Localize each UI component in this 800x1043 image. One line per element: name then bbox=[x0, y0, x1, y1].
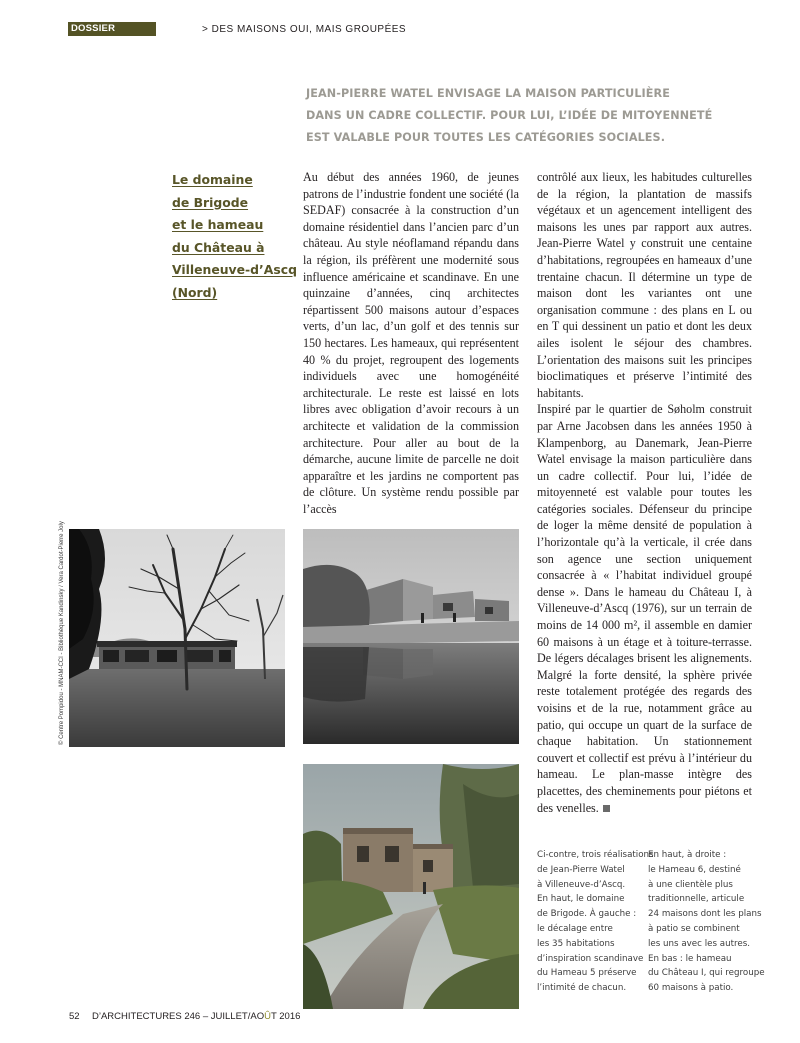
article-text: Inspiré par le quartier de Søholm construit par Arne Jacobsen dans les années 1950 à Klampenborg, au Danemark, Jean-Pierre Watel envisage la maison particulière dans un cadre collectif. Pour lui, l’idée de mitoyenneté est valable pour toutes les catégories sociales. Défenseur du principe de loger la même densité de population à l’horizontale qu’à la verticale, il crée dans son agence une section uniquement consacrée à « l’habitat individuel groupé dense ». Dans le hameau du Château I, à Villeneuve-d’Ascq (1976), sur un terrain de moins de 14 000 m², il assemble en damier 60 maisons à un étage et à toiture-terrasse. De légers décalages brisent les alignements. Malgré la forte densité, la sphère privée reste totalement protégée des regards des voisins et de la rue, notamment grâce au patio, qui occupe un quart de la surface de chaque habitation. Un stationnement couvert et collectif est prévu à l’intérieur du hameau. Le plan-masse intègre des placettes, des cheminements pour piétons et des venelles. bbox=[537, 402, 752, 815]
publication-accent: Û bbox=[264, 1011, 271, 1022]
sidebar-title-line: et le hameau bbox=[172, 217, 264, 232]
sidebar-title bbox=[172, 169, 297, 304]
caption-line: 24 maisons dont les plans bbox=[648, 909, 762, 920]
running-header: > DES MAISONS OUI, MAIS GROUPÉES bbox=[202, 24, 407, 35]
caption-line: En haut, à droite : bbox=[648, 850, 727, 860]
caption-line: Ci-contre, trois réalisations bbox=[537, 850, 654, 860]
sidebar-title-line: (Nord) bbox=[172, 284, 218, 300]
photo-hameau-6 bbox=[303, 529, 519, 744]
caption-line: du Château I, qui regroupe bbox=[648, 968, 765, 979]
publication-suffix: T 2016 bbox=[270, 1011, 301, 1022]
caption-line: le décalage entre bbox=[537, 923, 613, 934]
caption-line: les 35 habitations bbox=[537, 938, 615, 949]
article-column-2 bbox=[537, 169, 752, 815]
photo-credit: © Centre Pompidou - MNAM-CCI - Bibliothèque Kandinsky / Vera Cardot-Pierre Joly bbox=[59, 521, 65, 745]
caption-line: à une clientèle plus bbox=[648, 879, 733, 890]
caption-line: à Villeneuve-d’Ascq. bbox=[537, 879, 626, 890]
standfirst bbox=[306, 83, 726, 149]
caption-line: du Hameau 5 préserve bbox=[537, 968, 637, 979]
caption-line: traditionnelle, articule bbox=[648, 894, 745, 905]
caption-line: le Hameau 6, destiné bbox=[648, 864, 741, 875]
sidebar-title-line: du Château à bbox=[172, 239, 265, 255]
standfirst-line: DANS UN CADRE COLLECTIF. POUR LUI, L’IDÉE DE MITOYENNETÉ bbox=[306, 109, 713, 122]
sidebar-title-line: de Brigode bbox=[172, 194, 249, 210]
caption-line: En bas : le hameau bbox=[648, 953, 732, 964]
publication-prefix: D’ARCHITECTURES 246 – JUILLET/AO bbox=[92, 1011, 265, 1022]
article-paragraph bbox=[537, 401, 752, 816]
article-column-1 bbox=[303, 169, 519, 515]
publication-info bbox=[92, 1011, 300, 1023]
photo-caption-right bbox=[648, 848, 765, 996]
caption-line: En haut, le domaine bbox=[537, 894, 625, 905]
section-tag: DOSSIER bbox=[68, 22, 156, 36]
photo-chateau-1 bbox=[303, 764, 519, 1009]
sidebar-title-line: Le domaine bbox=[172, 172, 253, 187]
sidebar-title-line: Villeneuve-d’Ascq bbox=[172, 262, 297, 277]
standfirst-line: EST VALABLE POUR TOUTES LES CATÉGORIES SOCIALES. bbox=[306, 131, 666, 144]
standfirst-line: JEAN-PIERRE WATEL ENVISAGE LA MAISON PARTICULIÈRE bbox=[306, 87, 671, 100]
page-number: 52 bbox=[69, 1011, 80, 1022]
caption-line: d’inspiration scandinave bbox=[537, 953, 644, 964]
article-paragraph: contrôlé aux lieux, les habitudes culturelles de la région, la plantation de massifs végétaux et un agencement intelligent des maisons les unes par rapport aux autres. Jean-Pierre Watel y construit une centaine d’habitations, regroupées en hameaux d’une trentaine chacun. Il détermine un type de maison dont les variantes ont une organisation commune : des plans en L ou en T qui dessinent un patio et dont les deux ailes isolent le séjour des chambres. L’orientation des maisons suit les principes bioclimatiques et préserve l’intimité des habitants. bbox=[537, 170, 752, 400]
caption-line: de Brigode. À gauche : bbox=[537, 909, 637, 920]
end-of-article-square-icon bbox=[603, 805, 610, 812]
caption-line: les uns avec les autres. bbox=[648, 938, 750, 949]
caption-line: l’intimité de chacun. bbox=[537, 983, 627, 994]
photo-caption-left bbox=[537, 848, 654, 996]
article-paragraph: Au début des années 1960, de jeunes patrons de l’industrie fondent une société (la SEDAF) consacrée à la construction d’un domaine résidentiel dans l’ancien parc d’un château. Au style néoflamand répandu dans la région, ils préfèrent une modernité sous influence américaine et scandinave. En une quinzaine d’années, cinq architectes répartissent 500 maisons autour d’espaces verts, d’un lac, d’un golf et des tennis sur 150 hectares. Les hameaux, qui représentent 40 % du projet, regroupent des logements individuels avec une homogénéité architecturale. Le reste est laissé en lots libres avec obligation d’avoir recours à un architecte et validation de la commission architecture. Pour aller au bout de la démarche, aucune limite de parcelle ne doit apparaître et les jardins ne comportent pas de clôture. Un système rendu possible par l’accès bbox=[303, 170, 519, 516]
photo-domaine-brigode bbox=[69, 529, 285, 747]
caption-line: de Jean-Pierre Watel bbox=[537, 864, 625, 875]
caption-line: à patio se combinent bbox=[648, 923, 740, 934]
caption-line: 60 maisons à patio. bbox=[648, 983, 734, 994]
